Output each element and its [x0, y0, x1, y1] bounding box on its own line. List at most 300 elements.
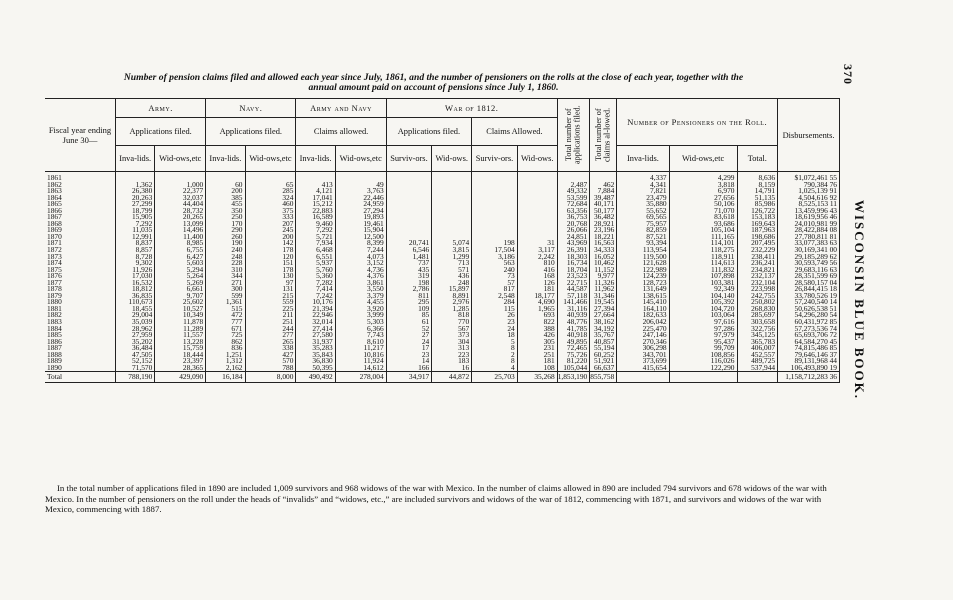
- value-cell: 8,985: [155, 240, 206, 247]
- value-cell: 65: [245, 182, 296, 189]
- value-cell: 211: [245, 312, 296, 319]
- value-cell: 169,643: [737, 221, 778, 228]
- value-cell: 51,921: [590, 358, 617, 365]
- value-cell: 28,351,599 69: [778, 273, 840, 280]
- value-cell: 18,221: [590, 234, 617, 241]
- value-cell: 19,545: [590, 299, 617, 306]
- value-cell: 103,064: [669, 312, 737, 319]
- value-cell: 113,954: [617, 247, 669, 254]
- value-cell: 92,349: [669, 286, 737, 293]
- value-cell: 55,652: [617, 208, 669, 215]
- total-cell: [737, 372, 778, 383]
- value-cell: 6,551: [296, 254, 335, 261]
- year-cell: 1871: [45, 240, 116, 247]
- total-label: Total: [45, 372, 116, 383]
- value-cell: [472, 172, 518, 182]
- value-cell: 15,759: [155, 345, 206, 352]
- header-1812-app-survivors: Surviv-ors.: [386, 146, 432, 172]
- value-cell: 35,767: [590, 332, 617, 339]
- value-cell: 31,116: [557, 306, 590, 313]
- value-cell: 228: [206, 260, 245, 267]
- value-cell: 18,444: [155, 352, 206, 359]
- value-cell: 10,176: [296, 299, 335, 306]
- value-cell: 10,349: [155, 312, 206, 319]
- value-cell: 105,392: [669, 299, 737, 306]
- value-cell: 10,816: [335, 352, 386, 359]
- year-cell: 1866: [45, 208, 116, 215]
- value-cell: 811: [386, 293, 432, 300]
- header-army: Army.: [116, 99, 206, 118]
- value-cell: 34,192: [590, 326, 617, 333]
- value-cell: 18,704: [557, 267, 590, 274]
- year-cell: 1861: [45, 172, 116, 182]
- header-1812-applications: Applications filed.: [386, 118, 472, 146]
- value-cell: 106,493,890 19: [778, 365, 840, 372]
- value-cell: 87,521: [617, 234, 669, 241]
- value-cell: [517, 172, 557, 182]
- value-cell: 141,466: [557, 299, 590, 306]
- value-cell: 128,723: [617, 280, 669, 287]
- value-cell: 15,905: [116, 214, 155, 221]
- value-cell: 6,366: [335, 326, 386, 333]
- value-cell: 247,146: [617, 332, 669, 339]
- value-cell: 343,701: [617, 352, 669, 359]
- value-cell: 115: [472, 306, 518, 313]
- value-cell: 5,303: [335, 319, 386, 326]
- value-cell: 28,580,157 04: [778, 280, 840, 287]
- total-cell: [617, 372, 669, 383]
- value-cell: 97,979: [669, 332, 737, 339]
- value-cell: 4,121: [296, 188, 335, 195]
- value-cell: 248: [432, 280, 472, 287]
- value-cell: 11,878: [155, 319, 206, 326]
- value-cell: 75,957: [617, 221, 669, 228]
- value-cell: 3,117: [517, 247, 557, 254]
- value-cell: 60,431,972 85: [778, 319, 840, 326]
- value-cell: 7,934: [296, 240, 335, 247]
- value-cell: 365,783: [737, 339, 778, 346]
- value-cell: 36,753: [557, 214, 590, 221]
- value-cell: 22,446: [335, 195, 386, 202]
- year-cell: 1873: [45, 254, 116, 261]
- value-cell: 250: [206, 214, 245, 221]
- value-cell: 22,377: [155, 188, 206, 195]
- value-cell: 33,077,383 63: [778, 240, 840, 247]
- value-cell: 17,504: [472, 247, 518, 254]
- value-cell: 515: [206, 306, 245, 313]
- value-cell: 5,360: [296, 273, 335, 280]
- value-cell: 52,152: [116, 358, 155, 365]
- value-cell: 1,251: [206, 352, 245, 359]
- value-cell: 245: [245, 227, 296, 234]
- total-cell: 1,853,190: [557, 372, 590, 383]
- value-cell: 18,619,956 46: [778, 214, 840, 221]
- value-cell: 28,365: [155, 365, 206, 372]
- value-cell: 11,962: [590, 286, 617, 293]
- value-cell: 40,918: [557, 332, 590, 339]
- value-cell: 40,939: [557, 312, 590, 319]
- value-cell: 5: [472, 339, 518, 346]
- value-cell: 187,963: [737, 227, 778, 234]
- value-cell: 251: [517, 352, 557, 359]
- value-cell: 234,821: [737, 267, 778, 274]
- value-cell: [386, 172, 432, 182]
- header-armynavy-claims: Claims allowed.: [296, 118, 386, 146]
- value-cell: 6,970: [669, 188, 737, 195]
- value-cell: 236,241: [737, 260, 778, 267]
- header-total-claims: Total number of claims al-lowed.: [590, 99, 617, 172]
- value-cell: 131: [245, 286, 296, 293]
- value-cell: 388: [517, 326, 557, 333]
- value-cell: 9,707: [155, 293, 206, 300]
- value-cell: 385: [206, 195, 245, 202]
- value-cell: 207,495: [737, 240, 778, 247]
- value-cell: 38,162: [590, 319, 617, 326]
- page-number: 370: [841, 64, 855, 85]
- value-cell: 89,131,968 44: [778, 358, 840, 365]
- value-cell: 64,584,270 45: [778, 339, 840, 346]
- value-cell: 1,299: [432, 254, 472, 261]
- value-cell: 20,265: [155, 214, 206, 221]
- value-cell: 71,570: [116, 365, 155, 372]
- value-cell: 265: [245, 339, 296, 346]
- value-cell: 11,557: [155, 332, 206, 339]
- value-cell: 200: [206, 188, 245, 195]
- header-1812-app-widows: Wid-ows.: [432, 146, 472, 172]
- value-cell: 26: [472, 312, 518, 319]
- total-cell: 16,184: [206, 372, 245, 383]
- value-cell: 93,686: [669, 221, 737, 228]
- year-cell: 1878: [45, 286, 116, 293]
- value-cell: 7,292: [296, 227, 335, 234]
- value-cell: 57,118: [557, 293, 590, 300]
- header-pensioners-invalids: Inva-lids.: [617, 146, 669, 172]
- value-cell: 24,959: [335, 201, 386, 208]
- value-cell: 27,394: [590, 306, 617, 313]
- total-cell: 44,872: [432, 372, 472, 383]
- header-army-applications: Applications filed.: [116, 118, 206, 146]
- value-cell: 770: [432, 319, 472, 326]
- value-cell: 5,294: [155, 267, 206, 274]
- value-cell: 305: [517, 339, 557, 346]
- value-cell: 413: [296, 182, 335, 189]
- value-cell: 145,410: [617, 299, 669, 306]
- value-cell: 138,615: [617, 293, 669, 300]
- year-cell: 1879: [45, 293, 116, 300]
- value-cell: 7,743: [335, 332, 386, 339]
- value-cell: 79,646,146 37: [778, 352, 840, 359]
- value-cell: 5,937: [296, 260, 335, 267]
- value-cell: 28,962: [116, 326, 155, 333]
- total-cell: 429,090: [155, 372, 206, 383]
- value-cell: 27,294: [335, 208, 386, 215]
- value-cell: 31: [517, 240, 557, 247]
- value-cell: 416: [517, 267, 557, 274]
- value-cell: 7,244: [335, 247, 386, 254]
- value-cell: 8,728: [116, 254, 155, 261]
- pension-table: [45, 98, 840, 383]
- value-cell: 344: [206, 273, 245, 280]
- value-cell: 47,505: [116, 352, 155, 359]
- title-line-1: Number of pension claims filed and allowed each year since July, 1861, and the number of pensioners on the rolls at the close of each year, together with the: [123, 72, 744, 83]
- header-pensioners-widows: Wid-ows,etc: [669, 146, 737, 172]
- value-cell: 75,726: [557, 352, 590, 359]
- value-cell: 168: [517, 273, 557, 280]
- value-cell: 170: [206, 221, 245, 228]
- value-cell: 13,228: [155, 339, 206, 346]
- value-cell: 284: [472, 299, 518, 306]
- value-cell: 119,500: [617, 254, 669, 261]
- value-cell: 15,904: [335, 227, 386, 234]
- value-cell: 862: [206, 339, 245, 346]
- value-cell: 108,856: [669, 352, 737, 359]
- value-cell: 6,755: [155, 247, 206, 254]
- value-cell: 14,496: [155, 227, 206, 234]
- value-cell: 63,356: [557, 208, 590, 215]
- year-cell: 1890: [45, 365, 116, 372]
- value-cell: 6,661: [155, 286, 206, 293]
- value-cell: 1,312: [206, 358, 245, 365]
- value-cell: 455: [206, 201, 245, 208]
- value-cell: 11,924: [335, 358, 386, 365]
- value-cell: 95,437: [669, 339, 737, 346]
- year-cell: 1872: [45, 247, 116, 254]
- total-cell: 788,190: [116, 372, 155, 383]
- value-cell: 223,998: [737, 286, 778, 293]
- value-cell: 7,292: [116, 221, 155, 228]
- year-cell: 1868: [45, 221, 116, 228]
- year-cell: 1882: [45, 312, 116, 319]
- total-cell: 35,268: [517, 372, 557, 383]
- total-cell: 490,492: [296, 372, 335, 383]
- value-cell: 198,686: [737, 234, 778, 241]
- value-cell: [432, 172, 472, 182]
- header-navy-invalids: Inva-lids.: [206, 146, 245, 172]
- value-cell: 4,736: [335, 267, 386, 274]
- value-cell: 99,709: [669, 345, 737, 352]
- value-cell: 7,884: [590, 188, 617, 195]
- value-cell: 248: [206, 254, 245, 261]
- value-cell: 427: [245, 352, 296, 359]
- total-cell: 34,917: [386, 372, 432, 383]
- value-cell: 240: [206, 247, 245, 254]
- value-cell: 8: [472, 345, 518, 352]
- value-cell: 836: [206, 345, 245, 352]
- value-cell: 69,565: [617, 214, 669, 221]
- value-cell: 3,861: [335, 280, 386, 287]
- value-cell: 20,768: [557, 221, 590, 228]
- value-cell: 120: [245, 254, 296, 261]
- value-cell: 36,830: [296, 358, 335, 365]
- value-cell: 32,037: [155, 195, 206, 202]
- value-cell: 16,052: [590, 254, 617, 261]
- value-cell: 11,400: [155, 234, 206, 241]
- value-cell: 2,242: [517, 254, 557, 261]
- value-cell: 8,636: [737, 172, 778, 182]
- value-cell: 319: [386, 273, 432, 280]
- year-cell: 1862: [45, 182, 116, 189]
- value-cell: 338: [245, 345, 296, 352]
- value-cell: 271: [206, 280, 245, 287]
- value-cell: 43,969: [557, 240, 590, 247]
- value-cell: 15,897: [432, 286, 472, 293]
- value-cell: 4,337: [617, 172, 669, 182]
- value-cell: 31,937: [296, 339, 335, 346]
- value-cell: 39,487: [590, 195, 617, 202]
- value-cell: 206,042: [617, 319, 669, 326]
- value-cell: 81,220: [557, 358, 590, 365]
- value-cell: 8,837: [116, 240, 155, 247]
- header-army-invalids: Inva-lids.: [116, 146, 155, 172]
- value-cell: 178: [245, 267, 296, 274]
- value-cell: 4,376: [335, 273, 386, 280]
- value-cell: 290: [206, 227, 245, 234]
- value-cell: 166: [386, 365, 432, 372]
- value-cell: 570: [245, 358, 296, 365]
- value-cell: 3,550: [335, 286, 386, 293]
- header-fiscal-year: Fiscal year ending June 30—: [45, 99, 116, 172]
- value-cell: 22,883: [296, 208, 335, 215]
- value-cell: 18,799: [116, 208, 155, 215]
- value-cell: 97: [245, 280, 296, 287]
- value-cell: 30,169,341 00: [778, 247, 840, 254]
- value-cell: 20,263: [116, 195, 155, 202]
- value-cell: 17,041: [296, 195, 335, 202]
- value-cell: 116,026: [669, 358, 737, 365]
- value-cell: 27,580: [296, 332, 335, 339]
- value-cell: 41,785: [557, 326, 590, 333]
- value-cell: 105,104: [669, 227, 737, 234]
- value-cell: 537,944: [737, 365, 778, 372]
- value-cell: 232,229: [737, 247, 778, 254]
- header-navy: Navy.: [206, 99, 296, 118]
- value-cell: 27: [386, 332, 432, 339]
- value-cell: 24: [386, 339, 432, 346]
- value-cell: 9,460: [296, 221, 335, 228]
- value-cell: 40,857: [590, 339, 617, 346]
- value-cell: 151: [245, 260, 296, 267]
- value-cell: 5,603: [155, 260, 206, 267]
- year-cell: 1889: [45, 358, 116, 365]
- value-cell: 2,976: [432, 299, 472, 306]
- year-cell: 1863: [45, 188, 116, 195]
- header-1812-claim-survivors: Surviv-ors.: [472, 146, 518, 172]
- value-cell: 111,832: [669, 267, 737, 274]
- year-cell: 1885: [45, 332, 116, 339]
- value-cell: 153,183: [737, 214, 778, 221]
- value-cell: 435: [386, 267, 432, 274]
- value-cell: 1,361: [206, 299, 245, 306]
- value-cell: 36,835: [116, 293, 155, 300]
- value-cell: 737: [386, 260, 432, 267]
- year-cell: 1888: [45, 352, 116, 359]
- value-cell: 232,137: [737, 273, 778, 280]
- value-cell: 818: [432, 312, 472, 319]
- value-cell: 5,721: [296, 234, 335, 241]
- value-cell: 54,296,280 54: [778, 312, 840, 319]
- value-cell: 23: [472, 319, 518, 326]
- header-pensioners-total: Total.: [737, 146, 778, 172]
- value-cell: 11,217: [335, 345, 386, 352]
- value-cell: 131,649: [617, 286, 669, 293]
- value-cell: 126,722: [737, 208, 778, 215]
- value-cell: 559: [245, 299, 296, 306]
- value-cell: 40,171: [590, 201, 617, 208]
- value-cell: 44,404: [155, 201, 206, 208]
- value-cell: 13,099: [155, 221, 206, 228]
- value-cell: 489,725: [737, 358, 778, 365]
- value-cell: 23,479: [617, 195, 669, 202]
- value-cell: 599: [206, 293, 245, 300]
- value-cell: 260: [206, 234, 245, 241]
- value-cell: 49: [335, 182, 386, 189]
- value-cell: 250,802: [737, 299, 778, 306]
- value-cell: 61: [386, 319, 432, 326]
- header-armynavy-invalids: Inva-lids.: [296, 146, 335, 172]
- value-cell: 2,786: [386, 286, 432, 293]
- header-pensioners: Number of Pensioners on the Roll.: [617, 99, 778, 146]
- year-cell: 1867: [45, 214, 116, 221]
- value-cell: 2,548: [472, 293, 518, 300]
- value-cell: 313: [432, 345, 472, 352]
- table-row: [45, 365, 840, 372]
- year-cell: 1875: [45, 267, 116, 274]
- value-cell: 60,252: [590, 352, 617, 359]
- value-cell: 18,455: [116, 306, 155, 313]
- value-cell: 27,780,811 81: [778, 234, 840, 241]
- value-cell: 50,626,538 51: [778, 306, 840, 313]
- value-cell: 26,391: [557, 247, 590, 254]
- value-cell: 333: [245, 214, 296, 221]
- value-cell: 350: [206, 208, 245, 215]
- value-cell: 462: [590, 182, 617, 189]
- value-cell: 49,332: [557, 188, 590, 195]
- value-cell: 28,422,884 08: [778, 227, 840, 234]
- year-cell: 1883: [45, 319, 116, 326]
- value-cell: 4,299: [669, 172, 737, 182]
- value-cell: 8,891: [432, 293, 472, 300]
- value-cell: 97,616: [669, 319, 737, 326]
- value-cell: 4: [472, 365, 518, 372]
- value-cell: 13,459,996 43: [778, 208, 840, 215]
- value-cell: 223: [432, 352, 472, 359]
- value-cell: 29,004: [116, 312, 155, 319]
- value-cell: 713: [432, 260, 472, 267]
- value-cell: 693: [517, 312, 557, 319]
- value-cell: 74,815,486 85: [778, 345, 840, 352]
- value-cell: 29,185,289 62: [778, 254, 840, 261]
- value-cell: 1,000: [155, 182, 206, 189]
- year-cell: 1870: [45, 234, 116, 241]
- value-cell: 198: [386, 280, 432, 287]
- header-navy-applications: Applications filed.: [206, 118, 296, 146]
- value-cell: 83,618: [669, 214, 737, 221]
- value-cell: 436: [432, 273, 472, 280]
- value-cell: 18,812: [116, 286, 155, 293]
- value-cell: 306,298: [617, 345, 669, 352]
- value-cell: 111,165: [669, 234, 737, 241]
- value-cell: 53,599: [557, 195, 590, 202]
- value-cell: 345,125: [737, 332, 778, 339]
- value-cell: 11,926: [116, 267, 155, 274]
- value-cell: 17: [386, 345, 432, 352]
- value-cell: 20,741: [386, 240, 432, 247]
- value-cell: 27,959: [116, 332, 155, 339]
- value-cell: 225,470: [617, 326, 669, 333]
- value-cell: 10,462: [590, 260, 617, 267]
- value-cell: 190: [206, 240, 245, 247]
- value-cell: 27,299: [116, 201, 155, 208]
